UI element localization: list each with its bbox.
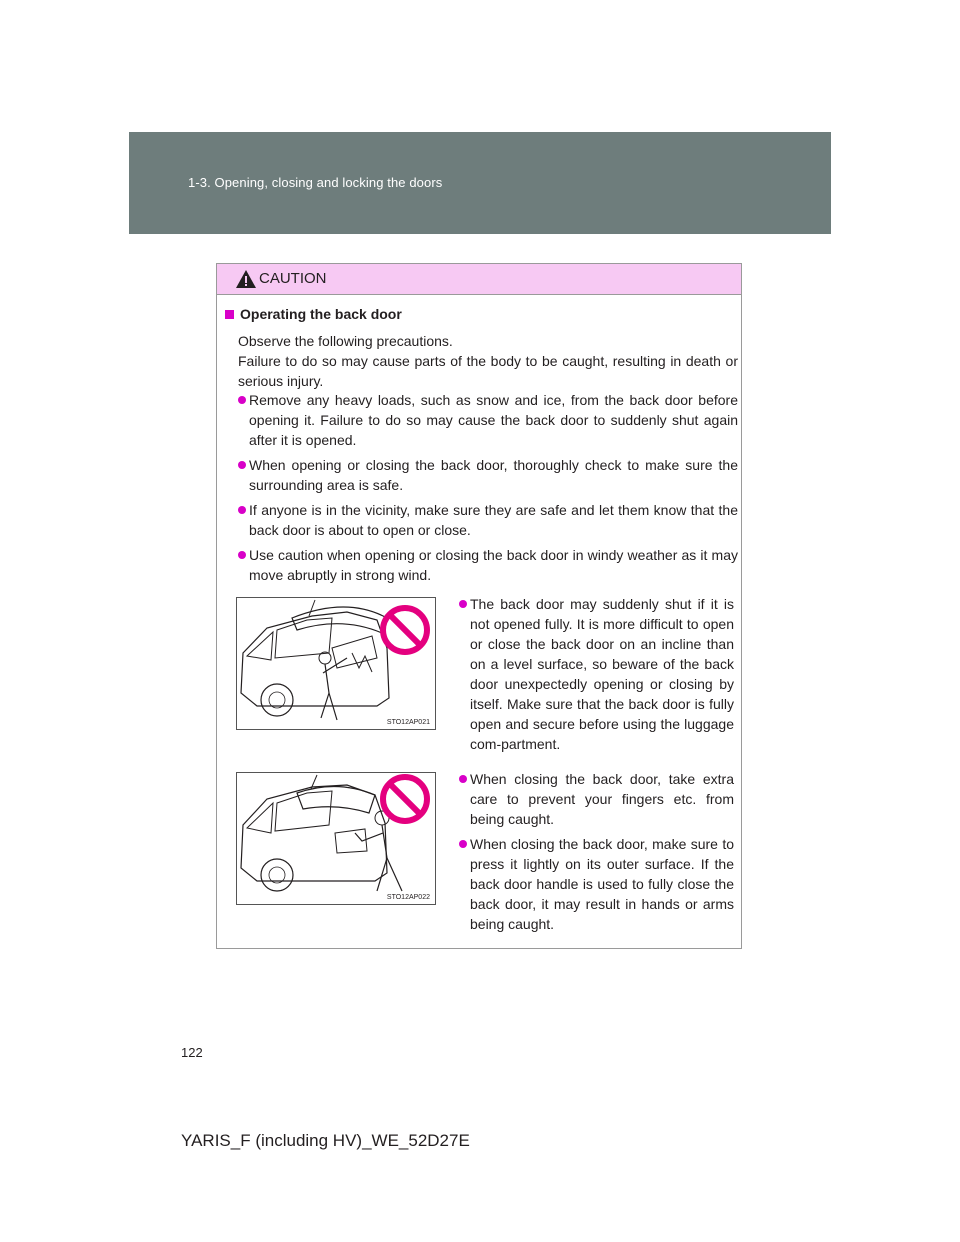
warning-triangle-icon <box>235 269 257 289</box>
precaution-list <box>238 390 738 590</box>
figure-code: STO12AP022 <box>386 894 430 901</box>
bullet-dot-icon <box>459 840 467 848</box>
list-item: Remove any heavy loads, such as snow and ice, from the back door before opening it. Failure to do so may cause the back door to suddenly shut again after it is opened. <box>238 390 738 450</box>
square-bullet-icon <box>225 310 234 319</box>
bullet-dot-icon <box>238 461 246 469</box>
intro-line: Observe the following precautions. <box>238 333 453 349</box>
bullet-dot-icon <box>238 506 246 514</box>
intro-text <box>238 331 738 391</box>
list-item: When closing the back door, make sure to press it lightly on its outer surface. If the back door handle is used to fully close the back door, it may result in hands or arms being caught. <box>459 834 734 934</box>
prohibition-icon <box>378 772 432 826</box>
section-header-title: 1-3. Opening, closing and locking the doors <box>188 175 443 190</box>
figure-code: STO12AP021 <box>386 719 430 726</box>
section-title: Operating the back door <box>225 306 402 322</box>
list-item: When closing the back door, take extra care to prevent your fingers etc. from being caught. <box>459 769 734 829</box>
document-code: YARIS_F (including HV)_WE_52D27E <box>181 1131 470 1150</box>
intro-line: Failure to do so may cause parts of the body to be caught, resulting in death or serious injury. <box>238 353 738 389</box>
list-item: The back door may suddenly shut if it is not opened fully. It is more difficult to open or close the back door on an incline than on a level surface, so beware of the back door unexpectedly opening or closing by itself. Make sure that the back door is fully open and secure before using the luggage com-partment. <box>459 594 734 754</box>
list-item: When opening or closing the back door, thoroughly check to make sure the surrounding area is safe. <box>238 455 738 495</box>
prohibition-icon <box>378 603 432 657</box>
bullet-dot-icon <box>459 600 467 608</box>
caution-header <box>217 264 741 295</box>
list-item: If anyone is in the vicinity, make sure they are safe and let them know that the back door is about to open or close. <box>238 500 738 540</box>
list-item: Use caution when opening or closing the back door in windy weather as it may move abruptly in strong wind. <box>238 545 738 585</box>
header-band <box>129 132 831 234</box>
figure-1-notes <box>459 594 734 759</box>
page-number: 122 <box>181 1045 203 1060</box>
figure-2-notes <box>459 769 734 939</box>
bullet-dot-icon <box>238 551 246 559</box>
bullet-dot-icon <box>238 396 246 404</box>
caution-label: CAUTION <box>259 270 327 287</box>
bullet-dot-icon <box>459 775 467 783</box>
